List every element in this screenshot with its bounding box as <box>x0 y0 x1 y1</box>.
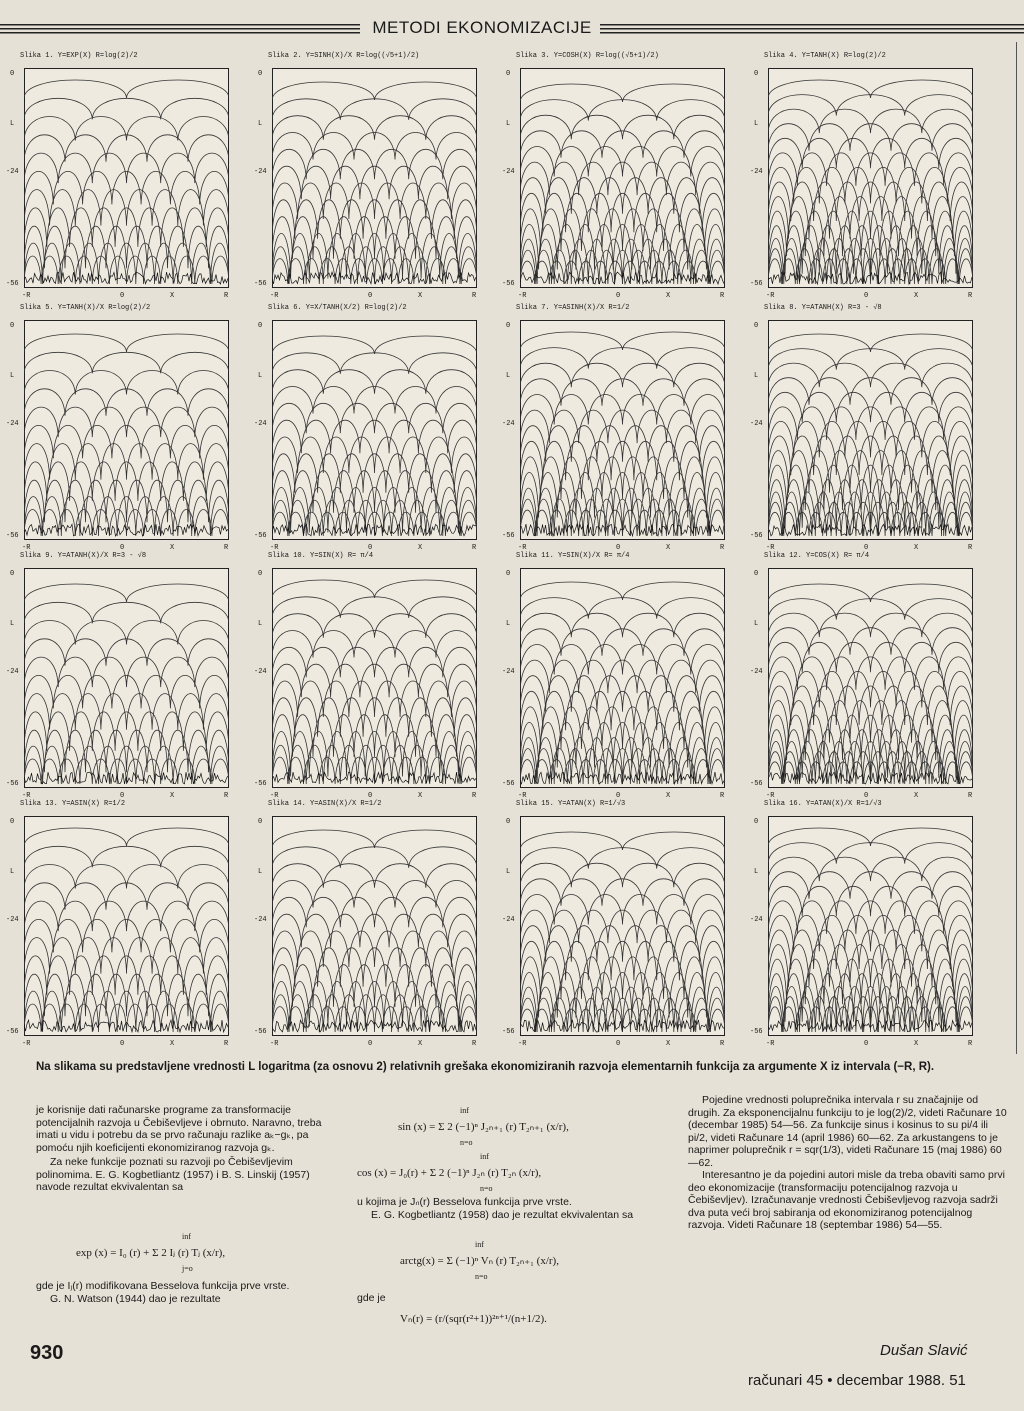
axis-label-y-l: L <box>754 868 759 876</box>
axis-label-x-mid: 0 <box>616 544 621 552</box>
axis-label-y-mid: -24 <box>502 668 515 676</box>
figure-panel-13 <box>6 800 245 1048</box>
equation-v: Vₙ(r) = (r/(sqr(r²+1))²ⁿ⁺¹/(n+1/2). <box>400 1313 547 1325</box>
error-curve-plot <box>24 68 229 288</box>
axis-label-x-var: X <box>170 544 175 552</box>
axis-label-y-l: L <box>506 120 511 128</box>
error-curve-plot <box>520 568 725 788</box>
error-curve-plot <box>24 816 229 1036</box>
panel-caption: Slika 8. Y=ATANH(X) R=3 - √8 <box>764 304 882 312</box>
axis-label-y-bot: -56 <box>6 780 19 788</box>
axis-label-x-mid: 0 <box>616 1040 621 1048</box>
plot-frame <box>521 321 725 540</box>
axis-label-y-l: L <box>506 620 511 628</box>
col1-paragraph-4: G. N. Watson (1944) dao je rezultate <box>50 1292 221 1305</box>
plot-frame <box>25 321 229 540</box>
axis-label-x-var: X <box>914 292 919 300</box>
axis-label-x-var: X <box>666 1040 671 1048</box>
axis-label-x-var: X <box>666 292 671 300</box>
axis-label-y-l: L <box>10 120 15 128</box>
col1-paragraph-3: gde je Iⱼ(r) modifikovana Besselova funkcija prve vrste. <box>36 1280 290 1292</box>
axis-label-x-right: R <box>968 544 973 552</box>
axis-label-y-bot: -56 <box>502 280 515 288</box>
plot-frame <box>769 817 973 1036</box>
header-title: METODI EKONOMIZACIJE <box>372 18 592 37</box>
equation-exp-upper-limit: inf <box>182 1232 191 1241</box>
col1-paragraph-2: Za neke funkcije poznati su razvoji po Čebiševljevim polinomima. E. G. Kogbetliantz (1957) i B. S. Linskij (1957) navode rezultat ekvivalentan sa <box>36 1156 310 1193</box>
axis-label-x-mid: 0 <box>864 292 869 300</box>
text-column-1 <box>36 1104 326 1194</box>
axis-label-x-var: X <box>418 292 423 300</box>
axis-label-y-l: L <box>754 120 759 128</box>
figure-panel-4 <box>750 52 989 300</box>
equation-sin: sin (x) = Σ 2 (−1)ⁿ J₂ₙ₊₁ (r) T₂ₙ₊₁ (x/r), <box>398 1121 569 1133</box>
axis-label-y-top: 0 <box>506 322 511 330</box>
axis-label-x-left: -R <box>766 1040 775 1048</box>
col2-paragraph-1: u kojima je Jₙ(r) Besselova funkcija prve vrste. <box>357 1196 572 1208</box>
header-rule-left <box>0 24 360 36</box>
axis-label-x-right: R <box>472 292 477 300</box>
axis-label-x-left: -R <box>518 1040 527 1048</box>
equation-exp-lower-limit: j=o <box>182 1264 193 1273</box>
axis-label-x-right: R <box>720 1040 725 1048</box>
figure-panel-8 <box>750 304 989 552</box>
axis-label-x-right: R <box>720 544 725 552</box>
axis-label-x-left: -R <box>22 792 31 800</box>
error-curve-plot <box>520 320 725 540</box>
panel-caption: Slika 11. Y=SIN(X)/X R= π/4 <box>516 552 630 560</box>
axis-label-y-bot: -56 <box>750 780 763 788</box>
error-curve-plot <box>272 320 477 540</box>
equation-arctg-upper-limit: inf <box>475 1240 484 1249</box>
error-curve-plot <box>768 68 973 288</box>
axis-label-x-var: X <box>170 1040 175 1048</box>
axis-label-x-mid: 0 <box>120 792 125 800</box>
error-curve-plot <box>768 320 973 540</box>
axis-label-x-left: -R <box>270 292 279 300</box>
axis-label-y-mid: -24 <box>6 668 19 676</box>
axis-label-y-bot: -56 <box>502 532 515 540</box>
col3-paragraph-1: Pojedine vrednosti poluprečnika intervala r su značajnije od drugih. Za eksponencijalnu funkciju to je log(2)/2, videti Računare 10 (decembar 1985) 54—56. Za funkcije sinus i kosinus to su pi/4 ili pi/2, videti Računare 14 (april 1986) 60—62. Za arkustangens to je naprimer poluprečnik r = sqr(1/3), videti Računare 15 (maj 1986) 60—62. <box>688 1094 1007 1169</box>
axis-label-y-mid: -24 <box>750 168 763 176</box>
error-curve-plot <box>24 568 229 788</box>
plot-frame <box>769 321 973 540</box>
equation-cos-upper-limit: inf <box>480 1152 489 1161</box>
panel-caption: Slika 10. Y=SIN(X) R= π/4 <box>268 552 374 560</box>
panel-caption: Slika 12. Y=COS(X) R= π/4 <box>764 552 870 560</box>
error-curve-plot <box>768 816 973 1036</box>
axis-label-y-l: L <box>258 120 263 128</box>
axis-label-y-bot: -56 <box>502 1028 515 1036</box>
axis-label-y-l: L <box>258 868 263 876</box>
error-curve-plot <box>272 68 477 288</box>
axis-label-x-right: R <box>472 792 477 800</box>
page-footer: računari 45 • decembar 1988. 51 <box>748 1372 966 1389</box>
axis-label-y-l: L <box>10 372 15 380</box>
panel-caption: Slika 14. Y=ASIN(X)/X R=1/2 <box>268 800 382 808</box>
figure-panel-6 <box>254 304 493 552</box>
figure-panel-15 <box>502 800 741 1048</box>
axis-label-x-right: R <box>472 544 477 552</box>
axis-label-y-bot: -56 <box>254 280 267 288</box>
figure-panel-9 <box>6 552 245 800</box>
axis-label-y-l: L <box>258 620 263 628</box>
axis-label-y-top: 0 <box>10 322 15 330</box>
axis-label-y-mid: -24 <box>6 168 19 176</box>
axis-label-y-mid: -24 <box>6 420 19 428</box>
figure-panel-16 <box>750 800 989 1048</box>
axis-label-y-bot: -56 <box>750 532 763 540</box>
panel-caption: Slika 15. Y=ATAN(X) R=1/√3 <box>516 800 626 808</box>
axis-label-x-var: X <box>914 544 919 552</box>
axis-label-x-right: R <box>224 544 229 552</box>
axis-label-x-left: -R <box>518 544 527 552</box>
axis-label-x-mid: 0 <box>368 792 373 800</box>
axis-label-x-mid: 0 <box>120 1040 125 1048</box>
axis-label-y-l: L <box>754 620 759 628</box>
axis-label-x-var: X <box>914 1040 919 1048</box>
axis-label-x-left: -R <box>766 544 775 552</box>
text-column-2b <box>357 1292 457 1305</box>
axis-label-y-l: L <box>506 868 511 876</box>
axis-label-y-bot: -56 <box>6 280 19 288</box>
axis-label-x-mid: 0 <box>864 792 869 800</box>
figure-panel-5 <box>6 304 245 552</box>
panel-caption: Slika 9. Y=ATANH(X)/X R=3 - √8 <box>20 552 147 560</box>
page-header <box>0 16 1024 42</box>
page-number: 930 <box>30 1342 64 1364</box>
axis-label-x-var: X <box>170 292 175 300</box>
axis-label-x-mid: 0 <box>864 544 869 552</box>
axis-label-y-mid: -24 <box>750 668 763 676</box>
axis-label-x-left: -R <box>766 292 775 300</box>
equation-exp: exp (x) = I₀ (r) + Σ 2 Iⱼ (r) Tⱼ (x/r), <box>76 1247 226 1259</box>
axis-label-x-right: R <box>720 292 725 300</box>
col2-paragraph-3: gde je <box>357 1292 386 1304</box>
axis-label-x-left: -R <box>270 544 279 552</box>
axis-label-y-l: L <box>258 372 263 380</box>
author-name: Dušan Slavić <box>880 1342 968 1359</box>
axis-label-y-mid: -24 <box>254 168 267 176</box>
panel-caption: Slika 16. Y=ATAN(X)/X R=1/√3 <box>764 800 882 808</box>
axis-label-y-top: 0 <box>258 818 263 826</box>
axis-label-y-top: 0 <box>506 570 511 578</box>
axis-label-y-mid: -24 <box>254 420 267 428</box>
axis-label-x-var: X <box>914 792 919 800</box>
error-curve-plot <box>768 568 973 788</box>
axis-label-y-top: 0 <box>10 570 15 578</box>
figure-caption: Na slikama su predstavljene vrednosti L logaritma (za osnovu 2) relativnih grešaka ekonomiziranih razvoja elementarnih funkcija za argumente X iz intervala (−R, R). <box>36 1061 935 1073</box>
axis-label-x-left: -R <box>22 292 31 300</box>
axis-label-x-left: -R <box>22 1040 31 1048</box>
axis-label-x-var: X <box>418 544 423 552</box>
panel-caption: Slika 5. Y=TANH(X)/X R=log(2)/2 <box>20 304 151 312</box>
axis-label-y-mid: -24 <box>750 420 763 428</box>
axis-label-y-mid: -24 <box>502 168 515 176</box>
axis-label-y-top: 0 <box>10 818 15 826</box>
axis-label-y-mid: -24 <box>254 916 267 924</box>
error-curve-plot <box>520 68 725 288</box>
text-column-1b <box>36 1280 326 1305</box>
axis-label-x-var: X <box>418 1040 423 1048</box>
axis-label-x-var: X <box>666 544 671 552</box>
axis-label-x-right: R <box>472 1040 477 1048</box>
axis-label-x-var: X <box>170 792 175 800</box>
axis-label-x-left: -R <box>766 792 775 800</box>
axis-label-y-top: 0 <box>258 322 263 330</box>
axis-label-x-left: -R <box>518 292 527 300</box>
axis-label-y-bot: -56 <box>502 780 515 788</box>
axis-label-x-mid: 0 <box>120 292 125 300</box>
axis-label-y-l: L <box>10 620 15 628</box>
axis-label-x-right: R <box>968 292 973 300</box>
axis-label-y-top: 0 <box>258 70 263 78</box>
axis-label-y-bot: -56 <box>254 532 267 540</box>
panel-caption: Slika 3. Y=COSH(X) R=log((√5+1)/2) <box>516 52 659 60</box>
text-column-3 <box>688 1094 1010 1232</box>
figure-panel-12 <box>750 552 989 800</box>
figure-panel-2 <box>254 52 493 300</box>
equation-cos: cos (x) = J₀(r) + Σ 2 (−1)ⁿ J₂ₙ (r) T₂ₙ (x/r), <box>357 1167 542 1179</box>
panel-caption: Slika 4. Y=TANH(X) R=log(2)/2 <box>764 52 886 60</box>
axis-label-y-top: 0 <box>754 70 759 78</box>
axis-label-x-left: -R <box>22 544 31 552</box>
error-curve-plot <box>520 816 725 1036</box>
figure-panel-10 <box>254 552 493 800</box>
equation-sin-upper-limit: inf <box>460 1106 469 1115</box>
error-curve-plot <box>24 320 229 540</box>
axis-label-y-top: 0 <box>10 70 15 78</box>
plot-frame <box>769 69 973 288</box>
axis-label-x-mid: 0 <box>368 292 373 300</box>
axis-label-y-bot: -56 <box>254 780 267 788</box>
axis-label-y-mid: -24 <box>254 668 267 676</box>
col2-paragraph-2: E. G. Kogbetliantz (1958) dao je rezultat ekvivalentan sa <box>371 1208 634 1221</box>
equation-sin-lower-limit: n=o <box>460 1138 473 1147</box>
figure-panel-11 <box>502 552 741 800</box>
axis-label-y-mid: -24 <box>502 420 515 428</box>
panel-caption: Slika 6. Y=X/TANH(X/2) R=log(2)/2 <box>268 304 407 312</box>
equation-arctg: arctg(x) = Σ (−1)ⁿ Vₙ (r) T₂ₙ₊₁ (x/r), <box>400 1255 559 1267</box>
axis-label-y-bot: -56 <box>254 1028 267 1036</box>
axis-label-x-right: R <box>968 1040 973 1048</box>
axis-label-x-var: X <box>418 792 423 800</box>
header-rule-right <box>600 24 1024 36</box>
axis-label-y-top: 0 <box>506 818 511 826</box>
panel-caption: Slika 7. Y=ASINH(X)/X R=1/2 <box>516 304 630 312</box>
axis-label-x-left: -R <box>518 792 527 800</box>
axis-label-x-right: R <box>224 1040 229 1048</box>
axis-label-x-mid: 0 <box>368 544 373 552</box>
axis-label-x-var: X <box>666 792 671 800</box>
col3-paragraph-2: Interesantno je da pojedini autori misle da treba obaviti samo prvi deo ekonomizacije (transformaciju potencijalnog razvoja u Čebiševljev). Izračunavanje vrednosti Čebiševljevog razvoja sadrži dva puta veći broj sabiranja od ekonomiziranog potencijalnog razvoja. Videti Računare 18 (septembar 1986) 54—55. <box>688 1169 1005 1231</box>
axis-label-y-top: 0 <box>506 70 511 78</box>
axis-label-y-mid: -24 <box>502 916 515 924</box>
axis-label-x-right: R <box>224 292 229 300</box>
axis-label-y-bot: -56 <box>750 1028 763 1036</box>
axis-label-x-right: R <box>968 792 973 800</box>
axis-label-y-l: L <box>506 372 511 380</box>
axis-label-y-top: 0 <box>258 570 263 578</box>
error-curve-plot <box>272 816 477 1036</box>
axis-label-x-right: R <box>224 792 229 800</box>
figure-panel-1 <box>6 52 245 300</box>
axis-label-y-bot: -56 <box>6 532 19 540</box>
panel-caption: Slika 1. Y=EXP(X) R=log(2)/2 <box>20 52 138 60</box>
axis-label-x-right: R <box>720 792 725 800</box>
panel-caption: Slika 2. Y=SINH(X)/X R=log((√5+1)/2) <box>268 52 420 60</box>
axis-label-y-mid: -24 <box>750 916 763 924</box>
error-curve-plot <box>272 568 477 788</box>
axis-label-x-left: -R <box>270 1040 279 1048</box>
figure-panel-7 <box>502 304 741 552</box>
col1-paragraph-1: je korisnije dati računarske programe za transformacije potencijalnih razvoja u Čebiševljeve i obrnuto. Naravno, treba imati u vidu i potrebu da se prvo računaju razlike aₖ−gₖ, pa pomoću njih koeficijenti ekonomiziranog razvoja gₖ. <box>36 1104 322 1154</box>
axis-label-x-mid: 0 <box>616 792 621 800</box>
text-column-2 <box>357 1196 675 1221</box>
axis-label-x-mid: 0 <box>120 544 125 552</box>
axis-label-y-bot: -56 <box>750 280 763 288</box>
equation-arctg-lower-limit: n=o <box>475 1272 488 1281</box>
axis-label-x-left: -R <box>270 792 279 800</box>
axis-label-y-l: L <box>10 868 15 876</box>
equation-cos-lower-limit: n=o <box>480 1184 493 1193</box>
axis-label-y-top: 0 <box>754 322 759 330</box>
figure-grid <box>8 42 1017 1054</box>
axis-label-x-mid: 0 <box>368 1040 373 1048</box>
panel-caption: Slika 13. Y=ASIN(X) R=1/2 <box>20 800 126 808</box>
axis-label-y-mid: -24 <box>6 916 19 924</box>
figure-panel-3 <box>502 52 741 300</box>
axis-label-y-top: 0 <box>754 818 759 826</box>
figure-panel-14 <box>254 800 493 1048</box>
axis-label-y-l: L <box>754 372 759 380</box>
axis-label-x-mid: 0 <box>616 292 621 300</box>
axis-label-x-mid: 0 <box>864 1040 869 1048</box>
axis-label-y-bot: -56 <box>6 1028 19 1036</box>
axis-label-y-top: 0 <box>754 570 759 578</box>
